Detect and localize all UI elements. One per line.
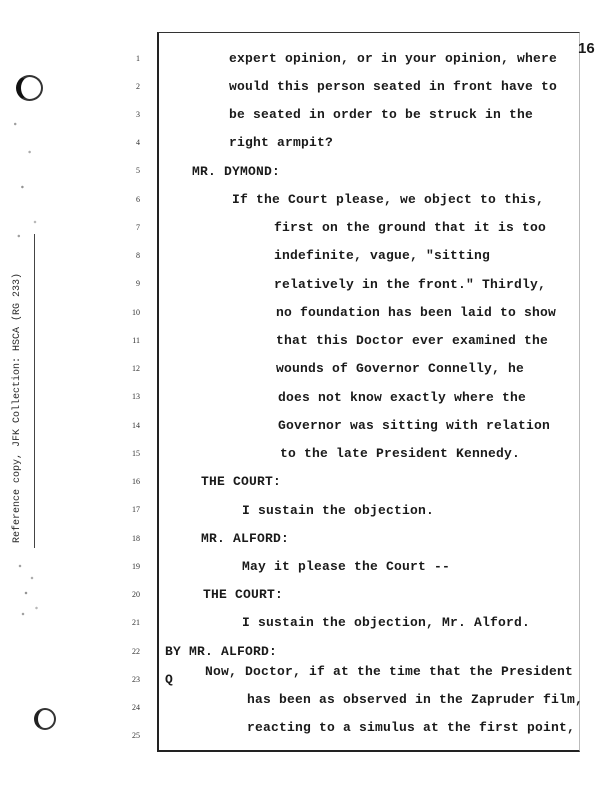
line-number: 23	[132, 675, 140, 684]
line-number: 19	[132, 562, 140, 571]
line-number: 4	[136, 138, 140, 147]
line-number: 5	[136, 166, 140, 175]
transcript-line: expert opinion, or in your opinion, where	[229, 51, 558, 66]
line-number: 17	[132, 505, 140, 514]
question-marker: Q	[165, 672, 174, 687]
transcript-line: indefinite, vague, "sitting	[274, 248, 491, 263]
line-number: 13	[132, 392, 140, 401]
line-number: 18	[132, 534, 140, 543]
line-number: 3	[136, 110, 140, 119]
line-number: 7	[136, 223, 140, 232]
line-number: 8	[136, 251, 140, 260]
stamp-bracket	[28, 234, 35, 548]
line-number: 24	[132, 703, 140, 712]
transcript-line: to the late President Kennedy.	[280, 446, 521, 461]
line-number: 1	[136, 54, 140, 63]
line-number: 11	[132, 336, 140, 345]
transcript-line: wounds of Governor Connelly, he	[276, 361, 525, 376]
archive-reference-stamp: Reference copy, JFK Collection: HSCA (RG 233)	[12, 272, 23, 543]
line-number: 21	[132, 618, 140, 627]
line-number: 9	[136, 279, 140, 288]
transcript-line: does not know exactly where the	[278, 390, 527, 405]
line-number: 25	[132, 731, 140, 740]
transcript-line: has been as observed in the Zapruder film,	[247, 692, 584, 707]
speaker-label: MR. ALFORD:	[201, 531, 290, 546]
examiner-label: BY MR. ALFORD:	[165, 644, 278, 659]
line-number: 10	[132, 308, 140, 317]
transcript-line: I sustain the objection.	[242, 503, 435, 518]
transcript-line: right armpit?	[229, 135, 334, 150]
transcript-line: be seated in order to be struck in the	[229, 107, 534, 122]
transcript-line: no foundation has been laid to show	[276, 305, 557, 320]
punch-hole	[16, 75, 43, 101]
margin-speckle	[14, 560, 44, 620]
speaker-label: MR. DYMOND:	[192, 164, 281, 179]
transcript-line: relatively in the front." Thirdly,	[274, 277, 547, 292]
line-number: 6	[136, 195, 140, 204]
margin-speckle	[8, 110, 44, 250]
transcript-line: May it please the Court --	[242, 559, 451, 574]
transcript-line: reacting to a simulus at the first point,	[247, 720, 576, 735]
line-number: 16	[132, 477, 140, 486]
transcript-line: Governor was sitting with relation	[278, 418, 551, 433]
line-number: 14	[132, 421, 140, 430]
line-number: 20	[132, 590, 140, 599]
transcript-line: that this Doctor ever examined the	[276, 333, 549, 348]
punch-hole	[34, 708, 56, 730]
transcript-line: I sustain the objection, Mr. Alford.	[242, 615, 531, 630]
line-number: 12	[132, 364, 140, 373]
speaker-label: THE COURT:	[203, 587, 284, 602]
page-number: 16	[578, 40, 595, 57]
speaker-label: THE COURT:	[201, 474, 282, 489]
line-number: 2	[136, 82, 140, 91]
transcript-line: first on the ground that it is too	[274, 220, 547, 235]
line-number: 15	[132, 449, 140, 458]
line-number: 22	[132, 647, 140, 656]
transcript-line: Now, Doctor, if at the time that the President	[205, 664, 574, 679]
transcript-line: If the Court please, we object to this,	[232, 192, 545, 207]
transcript-line: would this person seated in front have to	[229, 79, 558, 94]
